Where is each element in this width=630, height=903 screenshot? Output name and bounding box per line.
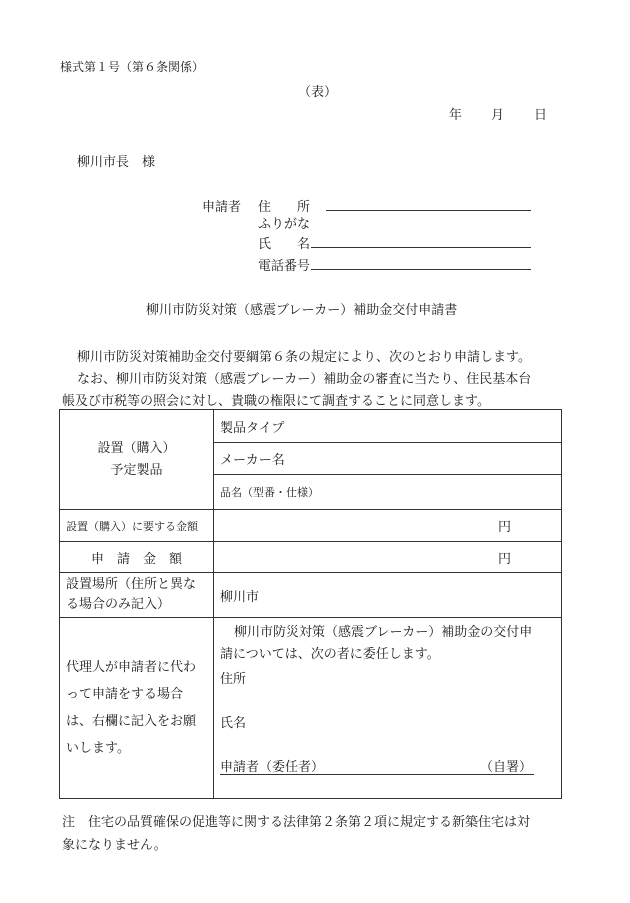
proxy-name-field[interactable]: 氏名	[220, 716, 247, 731]
proxy-text-1: 柳川市防災対策（感震ブレーカー）補助金の交付申	[234, 625, 533, 640]
proxy-sign-label: （自署）	[480, 760, 533, 775]
product-label-line-2: 予定製品	[110, 462, 163, 478]
date-day: 日	[534, 108, 548, 123]
intro-line-3: 帳及び市税等の照会に対し、貴職の権限にて調査することに同意します。	[62, 394, 490, 409]
form-number: 様式第１号（第６条関係）	[60, 60, 205, 74]
amount-field[interactable]: 円	[214, 542, 562, 573]
intro-line-1: 柳川市防災対策補助金交付要綱第６条の規定により、次のとおり申請します。	[77, 350, 531, 365]
document-title: 柳川市防災対策（感震ブレーカー）補助金交付申請書	[146, 303, 458, 318]
table-row	[60, 542, 562, 573]
table-row	[60, 618, 562, 799]
proxy-text-2: 請については、次の者に委任します。	[220, 647, 440, 662]
applicant-phone-label: 電話番号	[258, 259, 311, 274]
proxy-cell	[214, 618, 562, 799]
application-table	[59, 409, 562, 799]
phone-underline	[311, 269, 531, 270]
location-label: 設置場所（住所と異なる場合のみ記入）	[60, 573, 214, 618]
date-month: 月	[491, 108, 505, 123]
note-line-2: 象になりません。	[62, 838, 167, 853]
cost-label: 設置（購入）に要する金額	[60, 510, 214, 542]
applicant-address-label: 住 所	[258, 200, 311, 215]
applicant-name-label: 氏 名	[258, 237, 311, 252]
proxy-sign-underline	[220, 774, 534, 775]
side-label: （表）	[298, 85, 338, 100]
address-underline	[326, 210, 531, 211]
product-type-field[interactable]: 製品タイプ	[214, 410, 562, 443]
applicant-label: 申請者	[202, 200, 242, 215]
table-row	[60, 410, 562, 443]
proxy-applicant-label: 申請者（委任者）	[220, 760, 325, 775]
location-field[interactable]: 柳川市	[214, 573, 562, 618]
name-underline	[311, 247, 531, 248]
proxy-address-field[interactable]: 住所	[220, 672, 247, 687]
proxy-label: 代理人が申請者に代わって申請をする場合は、右欄に記入をお願いします。	[60, 618, 214, 799]
table-row	[60, 573, 562, 618]
applicant-furigana-label: ふりがな	[258, 217, 311, 232]
table-row	[60, 510, 562, 542]
maker-field[interactable]: メーカー名	[214, 443, 562, 475]
addressee: 柳川市長 様	[77, 155, 156, 170]
intro-line-2: なお、柳川市防災対策（感震ブレーカー）補助金の審査に当たり、住民基本台	[77, 372, 532, 387]
date-year: 年	[449, 108, 463, 123]
model-field[interactable]: 品名（型番・仕様）	[214, 475, 562, 510]
product-label-line-1: 設置（購入）	[97, 440, 176, 456]
amount-label: 申 請 金 額	[60, 542, 214, 573]
product-label-cell	[60, 410, 214, 510]
cost-field[interactable]: 円	[214, 510, 562, 542]
note-line-1: 注 住宅の品質確保の促進等に関する法律第２条第２項に規定する新築住宅は対	[62, 815, 531, 830]
